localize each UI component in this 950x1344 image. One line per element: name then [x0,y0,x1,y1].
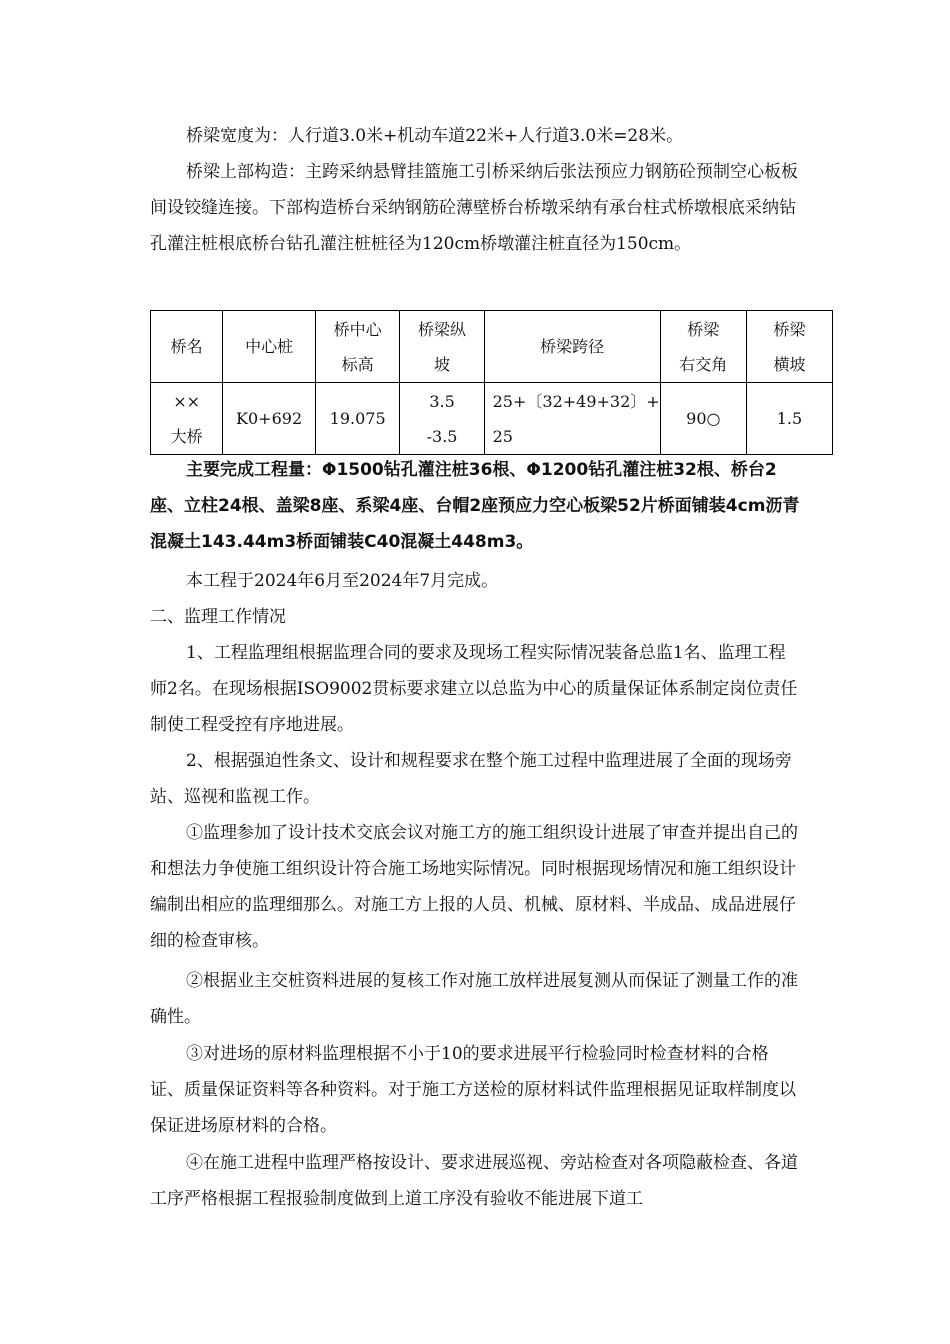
header-longitudinal-slope-line2: 坡 [434,354,451,374]
header-cross-slope-line2: 横坡 [773,354,806,374]
section-heading-supervision: 二、监理工作情况 [150,607,286,627]
header-cross-slope [746,311,832,383]
schedule-paragraph: 本工程于2024年6月至2024年7月完成。 [186,571,499,591]
header-center-elevation-line2: 标高 [341,354,374,374]
clause-4-paragraph: ④在施工进程中监理严格按设计、要求进展巡视、旁站检查对各项隐蔽检查、各道工序严格根据工程报验制度做到上道工序没有验收不能进展下道工 [150,1153,798,1209]
upper-structure-paragraph: 桥梁上部构造：主跨采纳悬臂挂篮施工引桥采纳后张法预应力钢筋砼预制空心板板间设铰缝连接。下部构造桥台采纳钢筋砼薄壁桥台桥墩采纳有承台柱式桥墩根底采纳钻孔灌注桩根底桥台钻孔灌注桩桩径为120cm桥墩灌注桩直径为150cm。 [150,162,798,254]
bridge-width-paragraph: 桥梁宽度为：人行道3.0米+机动车道22米+人行道3.0米=28米。 [186,126,684,146]
header-bridge-name: 桥名 [151,311,223,383]
header-center-elevation-line1: 桥中心 [333,319,382,339]
cell-longitudinal-slope [400,383,484,455]
cell-center-pile: K0+692 [223,383,316,455]
header-skew-angle-line2: 右交角 [679,354,728,374]
header-longitudinal-slope [400,311,484,383]
header-center-elevation [315,311,400,383]
clause-2-paragraph: ②根据业主交桩资料进展的复核工作对施工放样进展复测从而保证了测量工作的准确性。 [150,971,798,1027]
item-2-paragraph: 2、根据强迫性条文、设计和规程要求在整个施工过程中监理进展了全面的现场旁站、巡视和监视工作。 [150,751,792,807]
quantities-paragraph: 主要完成工程量：Φ1500钻孔灌注桩36根、Φ1200钻孔灌注桩32根、桥台2座、立柱24根、盖梁8座、系梁4座、台帽2座预应力空心板梁52片桥面铺装4cm沥青混凝土143.44m3桥面铺装C40混凝土448m3。 [150,460,800,552]
header-skew-angle [660,311,746,383]
table-header-row [151,311,833,383]
cell-span [484,383,660,455]
cell-center-elevation: 19.075 [315,383,400,455]
header-span: 桥梁跨径 [484,311,660,383]
cell-slope-line1: 3.5 [429,391,455,411]
cell-cross-slope: 1.5 [746,383,832,455]
header-skew-angle-line1: 桥梁 [687,319,720,339]
cell-skew-angle: 90○ [660,383,746,455]
table-row [151,383,833,455]
bridge-info-table [150,310,833,455]
cell-bridge-name-line2: 大桥 [170,426,203,446]
item-1-paragraph: 1、工程监理组根据监理合同的要求及现场工程实际情况装备总监1名、监理工程师2名。在现场根据ISO9002贯标要求建立以总监为中心的质量保证体系制定岗位责任制使工程受控有序地进展。 [150,643,798,735]
cell-slope-line2: -3.5 [426,426,458,446]
clause-3-paragraph: ③对进场的原材料监理根据不小于10的要求进展平行检验同时检查材料的合格证、质量保证资料等各种资料。对于施工方送检的原材料试件监理根据见证取样制度以保证进场原材料的合格。 [150,1044,796,1136]
cell-bridge-name-line1: ×× [173,391,201,411]
cell-span-line1: 25+〔32+49+32〕+ [492,391,660,411]
header-cross-slope-line1: 桥梁 [773,319,806,339]
header-center-pile: 中心桩 [223,311,316,383]
cell-bridge-name [151,383,223,455]
cell-span-line2: 25 [492,426,513,446]
header-longitudinal-slope-line1: 桥梁纵 [418,319,467,339]
clause-1-paragraph: ①监理参加了设计技术交底会议对施工方的施工组织设计进展了审查并提出自己的和想法力争使施工组织设计符合施工场地实际情况。同时根据现场情况和施工组织设计编制出相应的监理细那么。对施工方上报的人员、机械、原材料、半成品、成品进展仔细的检查审核。 [150,823,798,951]
